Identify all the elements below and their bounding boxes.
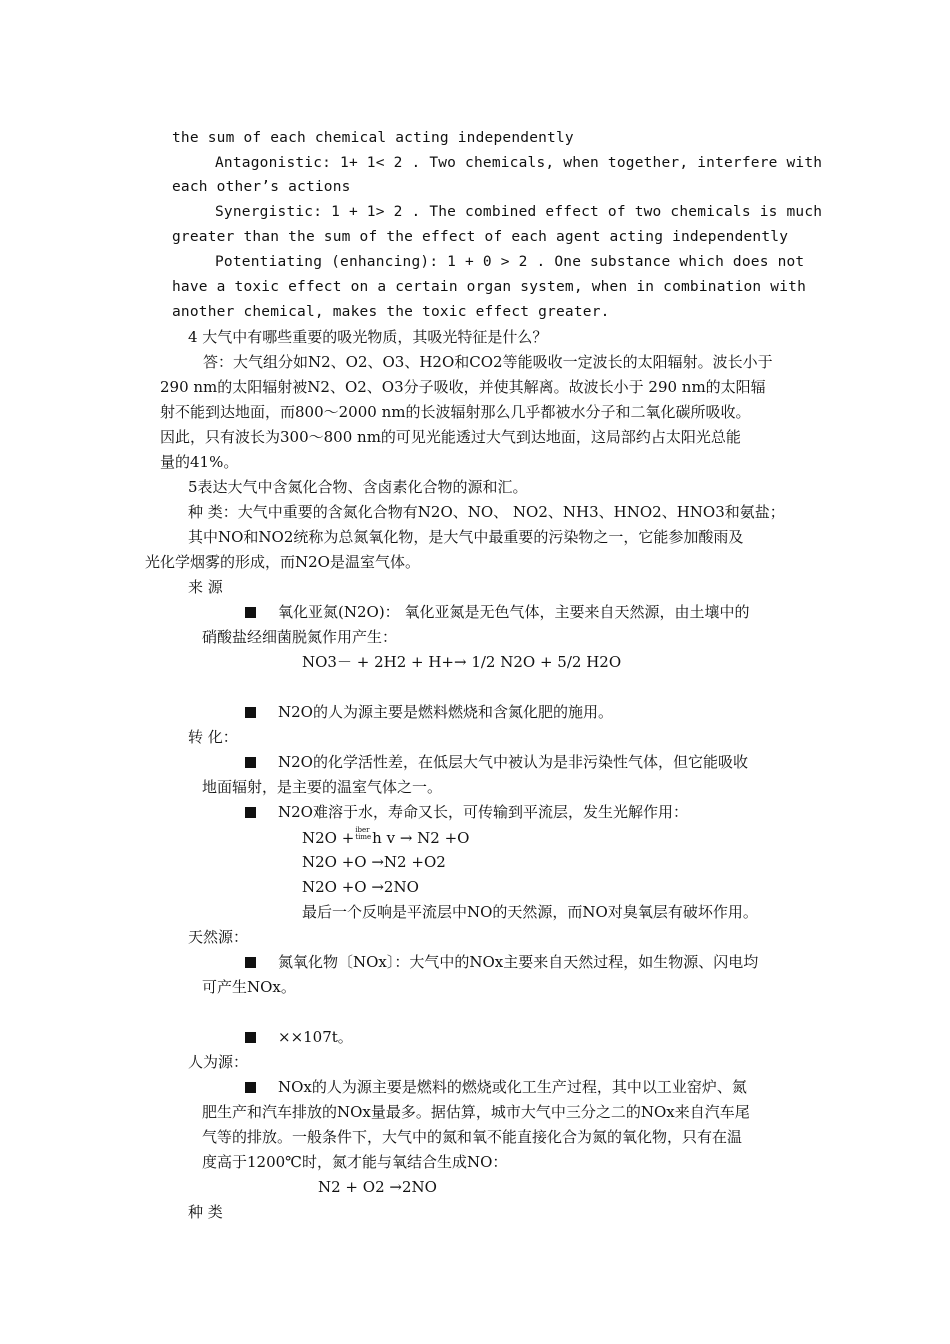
equation-nitrate: NO3－ + 2H2 + H+→ 1/2 N2O + 5/2 H2O — [302, 653, 622, 671]
n2o-natural-cont: 硝酸盐经细菌脱氮作用产生： — [202, 628, 398, 646]
bullet-nox-amount — [245, 1027, 353, 1047]
question-4-title: 4 大气中有哪些重要的吸光物质，其吸光特征是什么？ — [188, 328, 548, 346]
human-source-heading: 人为源： — [188, 1053, 249, 1071]
nox-human-cont-1: 肥生产和汽车排放的NOx量最多。据估算，城市大气中三分之二的NOx来自汽车尾 — [202, 1103, 750, 1121]
nox-human-cont-2: 气等的排放。一般条件下，大气中的氮和氧不能直接化合为氮的氧化物，只有在温 — [202, 1128, 743, 1146]
equation-part: N2O + — [302, 829, 355, 847]
bullet-n2o-natural — [245, 602, 749, 622]
english-line-synergistic: Synergistic: 1 + 1> 2 . The combined effect of two chemicals is much — [215, 204, 823, 220]
answer-4-line-2: 290 nm的太阳辐射被N2、O2、O3分子吸收，并使其解离。故波长小于 290 nm的太阳辐 — [160, 378, 766, 396]
answer-4-line-4: 因此，只有波长为300～800 nm的可见光能透过大气到达地面，这局部约占太阳光总能 — [160, 428, 741, 446]
bullet-n2o-activity — [245, 752, 748, 772]
n2o-activity-cont: 地面辐射，是主要的温室气体之一。 — [202, 778, 443, 796]
bullet-text: N2O的人为源主要是燃料燃烧和含氮化肥的施用。 — [278, 703, 613, 721]
answer-4-line-5: 量的41%。 — [160, 453, 239, 471]
source-heading: 来 源 — [188, 578, 223, 596]
sup-top: iber — [355, 826, 370, 834]
equation-superscript — [355, 827, 371, 841]
bullet-text: N2O难溶于水，寿命又长，可传输到平流层，发生光解作用： — [278, 803, 688, 821]
nox-line-1: 其中NO和NO2统称为总氮氧化物，是大气中最重要的污染物之一，它能参加酸雨及 — [188, 528, 744, 546]
english-line-antagonistic: Antagonistic: 1+ 1< 2 . Two chemicals, when together, interfere with — [215, 155, 823, 171]
equation-part: h v → N2 +O — [372, 829, 470, 847]
nox-line-2: 光化学烟雾的形成，而N2O是温室气体。 — [145, 553, 420, 571]
bullet-text: ××107t。 — [278, 1028, 353, 1046]
kinds-line: 种 类：大气中重要的含氮化合物有N2O、NO、 NO2、NH3、HNO2、HNO3和氨盐； — [188, 503, 785, 521]
bullet-square-icon — [245, 807, 256, 818]
english-line-5: greater than the sum of the effect of each agent acting independently — [172, 229, 789, 245]
bullet-text: 氧化亚氮(N2O)： 氧化亚氮是无色气体，主要来自天然源，由土壤中的 — [278, 603, 750, 621]
nox-human-cont-3: 度高于1200℃时，氮才能与氧结合生成NO： — [202, 1153, 508, 1171]
equation-n2o-o-1: N2O +O →N2 +O2 — [302, 853, 446, 871]
bullet-square-icon — [245, 757, 256, 768]
answer-4-line-3: 射不能到达地面，而800～2000 nm的长波辐射那么几乎都被水分子和二氧化碳所吸收。 — [160, 403, 751, 421]
transform-heading: 转 化： — [188, 728, 238, 746]
sup-bottom: time — [355, 833, 372, 841]
bullet-text: N2O的化学活性差，在低层大气中被认为是非污染性气体，但它能吸收 — [278, 753, 748, 771]
english-line-3: each other’s actions — [172, 179, 351, 195]
natural-source-heading: 天然源： — [188, 928, 249, 946]
kinds-heading: 种 类 — [188, 1203, 223, 1221]
bullet-text: NOx的人为源主要是燃料的燃烧或化工生产过程，其中以工业窑炉、氮 — [278, 1078, 747, 1096]
english-line-1: the sum of each chemical acting independently — [172, 130, 574, 146]
english-line-potentiating: Potentiating (enhancing): 1 + 0 > 2 . One substance which does not — [215, 254, 805, 270]
bullet-nox-natural — [245, 952, 758, 972]
bullet-nox-human — [245, 1077, 747, 1097]
bullet-square-icon — [245, 707, 256, 718]
bullet-text: 氮氧化物〔NOx〕：大气中的NOx主要来自天然过程，如生物源、闪电均 — [278, 953, 759, 971]
english-line-7: have a toxic effect on a certain organ system, when in combination with — [172, 279, 807, 295]
english-line-8: another chemical, makes the toxic effect greater. — [172, 304, 610, 320]
question-5-title: 5表达大气中含氮化合物、含卤素化合物的源和汇。 — [188, 478, 528, 496]
equation-photolysis — [302, 827, 469, 848]
bullet-square-icon — [245, 957, 256, 968]
bullet-n2o-human — [245, 702, 613, 722]
photolysis-note: 最后一个反响是平流层中NO的天然源，而NO对臭氧层有破坏作用。 — [302, 903, 758, 921]
bullet-square-icon — [245, 607, 256, 618]
answer-4-line-1: 答：大气组分如N2、O2、O3、H2O和CO2等能吸收一定波长的太阳辐射。波长小于 — [203, 353, 773, 371]
bullet-n2o-photolysis — [245, 802, 688, 822]
equation-n2o-o-2: N2O +O →2NO — [302, 878, 419, 896]
nox-natural-cont: 可产生NOx。 — [202, 978, 296, 996]
bullet-square-icon — [245, 1032, 256, 1043]
equation-n2-o2: N2 + O2 →2NO — [318, 1178, 437, 1196]
bullet-square-icon — [245, 1082, 256, 1093]
